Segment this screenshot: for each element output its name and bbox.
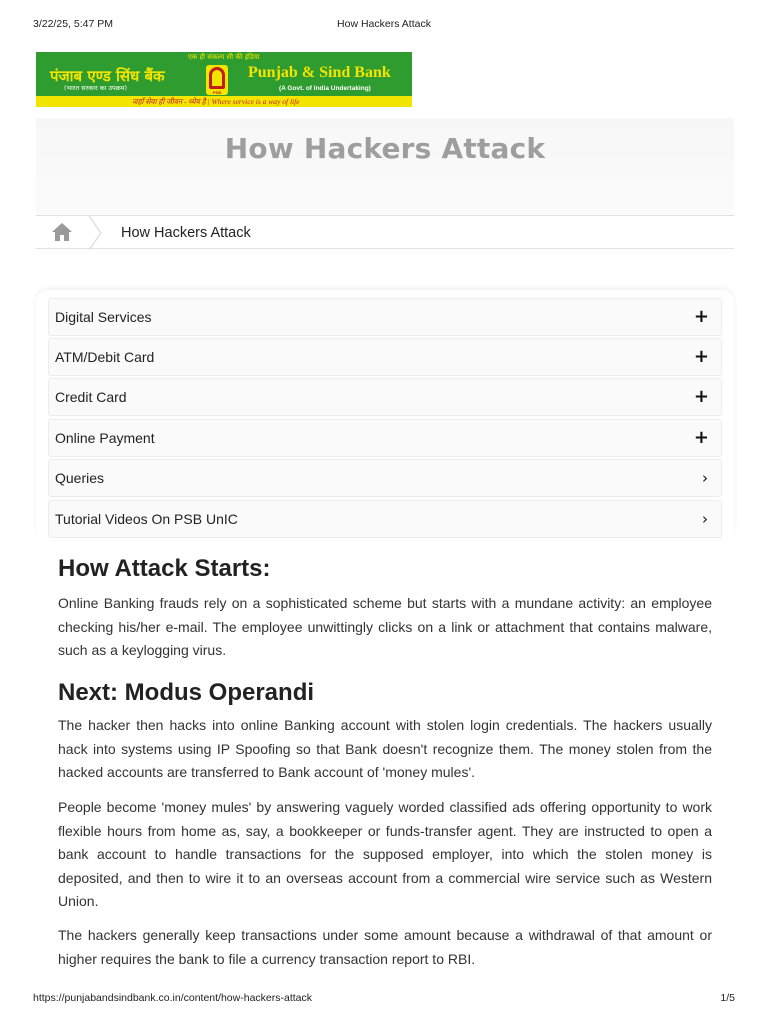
plus-icon: +: [693, 427, 709, 448]
chevron-right-icon: ›: [702, 510, 708, 528]
breadcrumb-current: How Hackers Attack: [121, 225, 251, 241]
plus-icon: +: [693, 386, 709, 407]
bank-emblem-icon: [206, 65, 228, 95]
menu-item-label: Queries: [55, 470, 105, 486]
menu-item-label: ATM/Debit Card: [55, 349, 155, 365]
home-icon: [51, 222, 73, 242]
banner-hindi-name: पंजाब एण्ड सिंध बैंक: [50, 67, 165, 85]
chevron-right-icon: ›: [702, 469, 708, 487]
banner-hindi-subtitle: (भारत सरकार का उपक्रम): [64, 84, 128, 92]
print-page-number: 1/5: [720, 992, 735, 1004]
menu-item-label: Credit Card: [55, 389, 127, 405]
breadcrumb-separator-icon: [86, 216, 106, 250]
banner-tagline-bottom: जहाँ सेवा ही जीवन - ध्येय है | Where service is a way of life: [132, 97, 300, 106]
menu-item-queries[interactable]: [48, 459, 722, 497]
banner-english-subtitle: (A Govt. of India Undertaking): [279, 85, 371, 92]
menu-item-label: Digital Services: [55, 309, 152, 325]
paragraph: Online Banking frauds rely on a sophisticated scheme but starts with a mundane activity: an employee checking his/her e-mail. The employee unwittingly clicks on a link or attachment that contains malware, such as a keylogging virus.: [58, 595, 712, 658]
banner-english-name: Punjab & Sind Bank: [248, 64, 391, 81]
paragraph: People become 'money mules' by answering vaguely worded classified ads offering opportunity to work flexible hours from home as, say, a bookkeeper or funds-transfer agent. They are instructed to open a bank account to handle transactions for the supposed employer, into which the stolen money is deposited, and then to wire it to an overseas account from a commercial wire service such as Western Union.: [58, 799, 712, 909]
paragraph: The hackers generally keep transactions under some amount because a withdrawal of that amount or higher requires the bank to file a currency transaction report to RBI.: [58, 927, 712, 967]
plus-icon: +: [693, 306, 709, 327]
banner-tagline-top: एक ही संकल्प सी की इंडिया: [188, 53, 260, 61]
breadcrumb-home-link[interactable]: [51, 222, 73, 242]
menu-item-tutorial-videos[interactable]: [48, 500, 722, 538]
menu-item-credit-card[interactable]: [48, 378, 722, 416]
article-body-section-4: [58, 924, 712, 971]
page-title-section: [36, 118, 734, 216]
menu-item-label: Online Payment: [55, 430, 155, 446]
side-menu: [36, 290, 734, 540]
article-body-section-2: [58, 714, 712, 785]
menu-item-atm-debit-card[interactable]: [48, 338, 722, 376]
bank-emblem-label: PSB: [212, 90, 222, 95]
print-footer: [33, 992, 735, 1006]
print-url: https://punjabandsindbank.co.in/content/how-hackers-attack: [33, 992, 313, 1004]
article-body-section-1: [58, 592, 712, 663]
heading-modus-operandi: Next: Modus Operandi: [58, 679, 315, 706]
article-body-section-3: [58, 796, 712, 914]
menu-item-digital-services[interactable]: [48, 298, 722, 336]
plus-icon: +: [693, 346, 709, 367]
print-doc-title: How Hackers Attack: [337, 18, 431, 30]
print-header: [33, 18, 735, 32]
bank-banner-logo[interactable]: [36, 52, 412, 107]
page-title: How Hackers Attack: [224, 132, 546, 165]
breadcrumb: [36, 215, 734, 249]
print-datetime: 3/22/25, 5:47 PM: [33, 18, 113, 30]
paragraph: The hacker then hacks into online Banking account with stolen login credentials. The hackers usually hack into systems using IP Spoofing so that Bank doesn't recognize them. The money stolen from the hacked accounts are transferred to Bank account of 'money mules'.: [58, 717, 712, 780]
heading-how-attack-starts: How Attack Starts:: [58, 555, 271, 582]
menu-item-online-payment[interactable]: [48, 419, 722, 457]
menu-item-label: Tutorial Videos On PSB UnIC: [55, 511, 238, 527]
